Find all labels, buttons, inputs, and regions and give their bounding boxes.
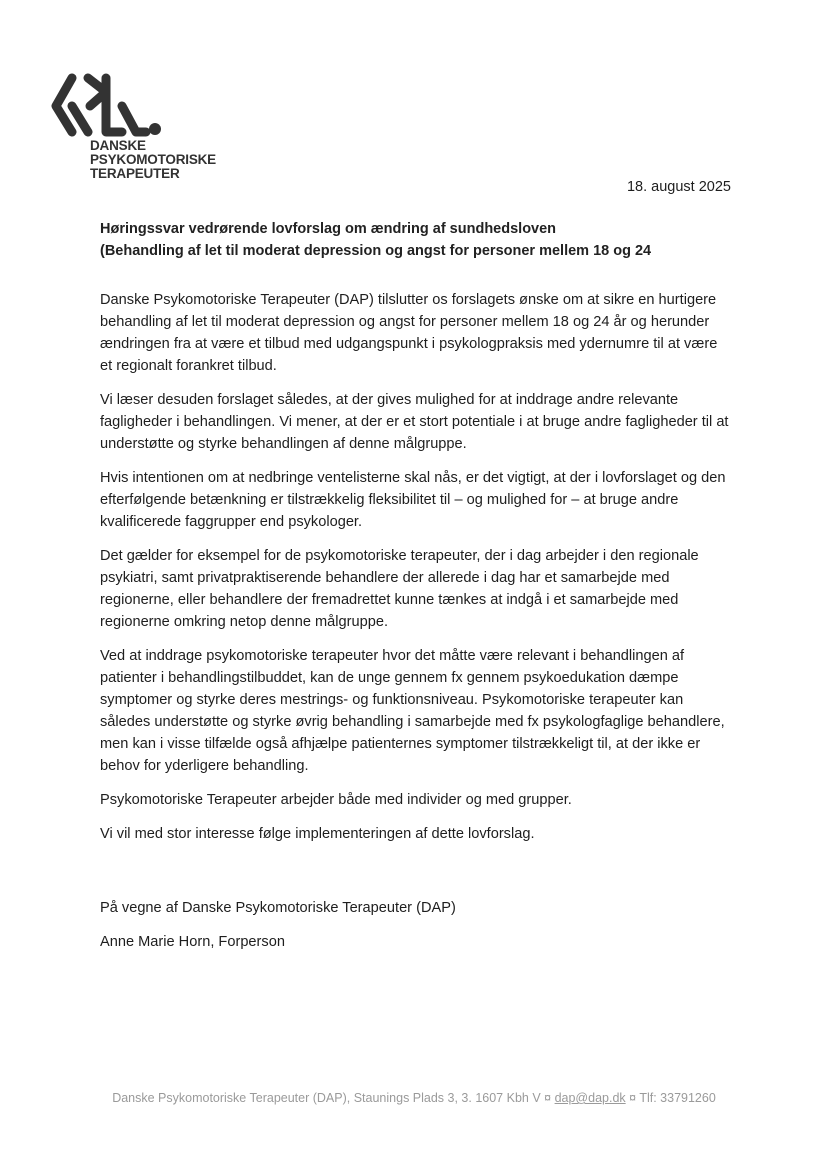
paragraph: Vi læser desuden forslaget således, at der gives mulighed for at inddrage andre relevante fagligheder i behandlingen. Vi mener, at der er et stort potentiale i at bruge andre fagligheder til at understøtte og styrke behandlingen af denne målgruppe. (100, 392, 729, 452)
dap-logo-mark-icon (48, 70, 168, 138)
letter-body (100, 289, 730, 857)
title-line-2: (Behandling af let til moderat depression og angst for personer mellem 18 og 24 (100, 243, 652, 258)
paragraph: Vi vil med stor interesse følge implementeringen af dette lovforslag. (100, 826, 535, 842)
footer-phone: Tlf: 33791260 (639, 1091, 716, 1105)
on-behalf-text: På vegne af Danske Psykomotoriske Terapeuter (DAP) (100, 900, 456, 916)
title-line-1: Høringssvar vedrørende lovforslag om ændring af sundhedsloven (100, 221, 557, 237)
signer-name: Anne Marie Horn, Forperson (100, 934, 285, 950)
footer-email-link[interactable]: dap@dap.dk (554, 1091, 626, 1105)
logo-line: TERAPEUTER (90, 166, 180, 181)
letter-date: 18. august 2025 (626, 179, 731, 195)
footer-separator: ¤ (544, 1091, 552, 1105)
footer (0, 1091, 828, 1105)
logo-line: PSYKOMOTORISKE (90, 152, 216, 167)
letter-title (100, 218, 740, 258)
paragraph: Psykomotoriske Terapeuter arbejder både med individer og med grupper. (100, 792, 572, 808)
logo-text (90, 139, 216, 181)
paragraph: Ved at inddrage psykomotoriske terapeuter hvor det måtte være relevant i behandlingen af patienter i behandlingstilbuddet, kan de unge gennem fx gennem psykoedukation dæmpe symptomer og styrke deres mestrings- og funktionsniveau. Psykomotoriske terapeuter kan således understøtte og styrke øvrig behandling i samarbejde med fx psykologfaglige behandlere, men kan i visse tilfælde også afhjælpe patienternes symptomer tilstrækkeligt til, at der ikke er behov for yderligere behandling. (100, 648, 725, 774)
footer-address: Danske Psykomotoriske Terapeuter (DAP), Staunings Plads 3, 3. 1607 Kbh V (112, 1091, 541, 1105)
dap-logo (48, 70, 168, 138)
signature-block (100, 897, 456, 965)
paragraph: Danske Psykomotoriske Terapeuter (DAP) tilslutter os forslagets ønske om at sikre en hurtigere behandling af let til moderat depression og angst for personer mellem 18 og 24 år og herunder ændringen fra at være et tilbud med udgangspunkt i psykologpraksis med ydernumre til at være et regionalt forankret tilbud. (100, 292, 718, 374)
paragraph: Hvis intentionen om at nedbringe ventelisterne skal nås, er det vigtigt, at der i lovforslaget og den efterfølgende betænkning er tilstrækkelig fleksibilitet til – og mulighed for – at bruge andre kvalificerede faggrupper end psykologer. (100, 470, 726, 530)
logo-line: DANSKE (90, 138, 146, 153)
footer-separator: ¤ (629, 1091, 637, 1105)
paragraph: Det gælder for eksempel for de psykomotoriske terapeuter, der i dag arbejder i den regionale psykiatri, samt privatpraktiserende behandlere der allerede i dag har et samarbejde med regionerne, eller behandlere der fremadrettet kunne tænkes at indgå i et samarbejde med regionerne omkring netop denne målgruppe. (100, 548, 699, 630)
